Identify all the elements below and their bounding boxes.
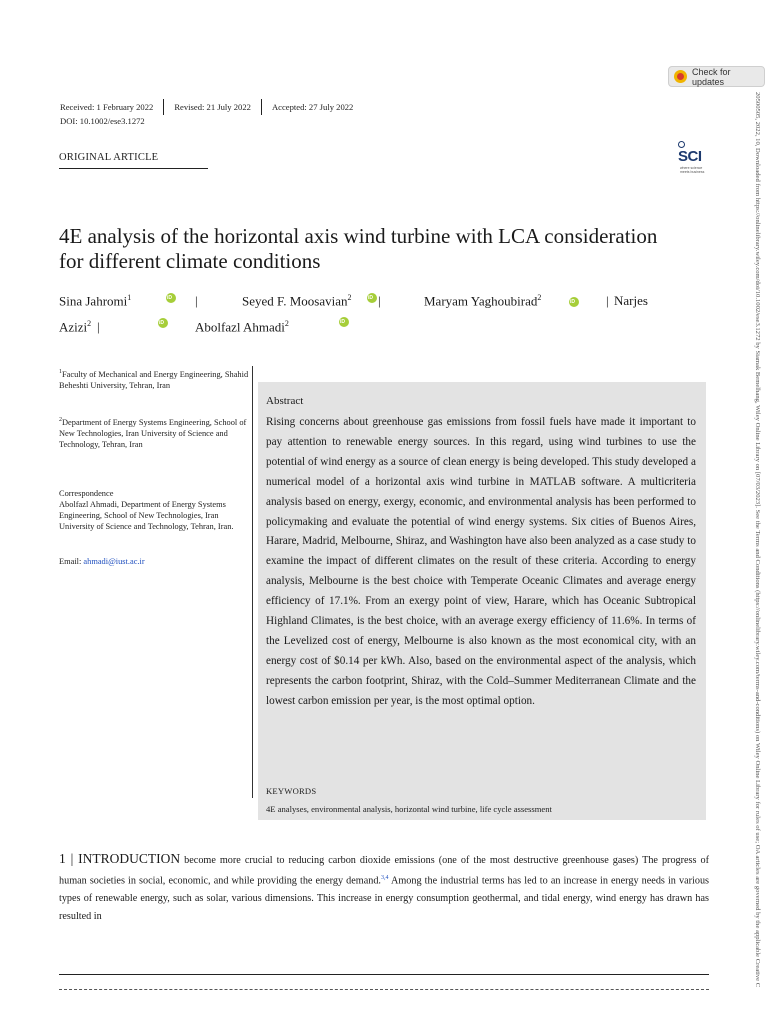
column-divider: [252, 366, 253, 798]
abstract-heading: Abstract: [266, 395, 304, 407]
correspondence-email: [59, 556, 254, 567]
accepted-date: Accepted: 27 July 2022: [271, 102, 354, 112]
check-for-updates-button[interactable]: [668, 66, 765, 87]
author-jahromi[interactable]: [59, 293, 131, 309]
author-name: Sina Jahromi: [59, 293, 128, 309]
affiliation-mark: 1: [59, 369, 62, 375]
author-separator: |: [378, 293, 381, 308]
orcid-icon[interactable]: [339, 317, 349, 327]
author-name: Azizi: [59, 319, 88, 335]
footer-rule: [59, 974, 709, 975]
author-ahmadi[interactable]: [195, 319, 289, 335]
footer-dashed-rule: [59, 989, 709, 990]
article-dates: [60, 99, 353, 115]
abstract-box: [258, 382, 706, 820]
author-name: Maryam Yaghoubirad: [424, 293, 538, 309]
correspondence-label: Correspondence: [59, 489, 114, 498]
abstract-text: Rising concerns about greenhouse gas emissions from fossil fuels have made it important to pay attention to renewable energy sources. In this regard, using wind turbines to use the potential of wind energy as a source of clean energy is being developed. This study developed a numerical model of a horizontal axis wind turbine in MATLAB software. A multicriteria analysis based on energy, exergy, economic, and environmental analysis has been performed to policymaking and evaluate the potential of wind energy systems. Six cities of Buenos Aires, Harare, Madrid, Melbourne, Shiraz, and Washington have also been analyzed as a case study to examine the impact of different climates on the result of these criteria. According to energy analysis, Melbourne is the best choice with Temperate Oceanic Climates and average energy efficiency of 17.1%. From an exergy point of view, Harare, which has Oceanic Subtropical Highland Climates, is the best choice, with an average exergy efficiency of 11.6%. In terms of the Levelized cost of energy, Melbourne is also known as the most economical city, with an energy cost of $0.14 per kWh. Also, based on the environmental aspect of the analysis, which represents the carbon footprint, Shiraz, with the Cold–Summer Mediterranean Climate and the lowest carbon emission per year, is the most optimal option.: [266, 416, 696, 707]
orcid-icon[interactable]: [569, 297, 579, 307]
affiliation-text: Faculty of Mechanical and Energy Engineering, Shahid Beheshti University, Tehran, Iran: [59, 369, 249, 390]
author-affiliation-mark: 2: [87, 319, 92, 328]
affiliation-2: [59, 415, 254, 450]
orcid-icon[interactable]: [367, 293, 377, 303]
paper-title: 4E analysis of the horizontal axis wind turbine with LCA consideration for different climate conditions: [59, 224, 658, 273]
sci-logo-subtitle: where science meets business: [680, 166, 705, 174]
doi: DOI: 10.1002/ese3.1272: [60, 117, 145, 126]
watermark-text: 20500505, 2022, 10, Downloaded from https://onlinelibrary.wiley.com/doi/10.1002/ese3.1272 by Siamak Bemelhang, Wiley Online Library on [07/03/2023]. See the Terms and Conditions (https://onlinelibrary.wiley.com/terms-and-conditions) on Wiley Online Library for rules of use; OA articles are governed by the applicable Creative C: [754, 92, 761, 988]
sci-logo-text: SCI: [678, 148, 702, 165]
author-affiliation-mark: 1: [127, 293, 132, 302]
author-moosavian[interactable]: [242, 293, 351, 309]
intro-text: become more crucial to reducing carbon dioxide emissions (one of the most destructive greenhouse gases) The progress of human societies in social, economic, and while providing the energy demand.: [59, 855, 709, 887]
article-type: ORIGINAL ARTICLE: [59, 152, 159, 163]
affiliation-1: [59, 367, 254, 391]
affiliation-mark: 2: [59, 417, 62, 423]
author-affiliation-mark: 2: [537, 293, 542, 302]
check-for-updates-label: Check for updates: [692, 66, 731, 87]
introduction-paragraph: [59, 850, 709, 925]
author-name: Seyed F. Moosavian: [242, 293, 348, 309]
keywords-heading: KEYWORDS: [266, 786, 317, 796]
date-separator: [163, 99, 164, 115]
revised-date: Revised: 21 July 2022: [174, 102, 251, 112]
sci-logo-ring: [678, 141, 685, 148]
author-azizi-last[interactable]: [59, 319, 91, 335]
author-name: Abolfazl Ahmadi: [195, 319, 285, 335]
orcid-icon[interactable]: [166, 293, 176, 303]
keywords-text: 4E analyses, environmental analysis, horizontal wind turbine, life cycle assessment: [266, 804, 552, 814]
affiliation-text: Department of Energy Systems Engineering, School of New Technologies, Iran University of Science and Technology, Tehran, Iran: [59, 417, 247, 450]
crossmark-icon: [674, 70, 687, 83]
section-heading: 1 | INTRODUCTION: [59, 851, 181, 866]
intro-text: Among the industrial terms has led to an increase in energy needs in various types of renewable energy, such as solar, various dimensions. This increase in energy consumption geothermal, and tidal energy, wind energy has drawn has resulted in: [59, 875, 709, 922]
email-label: Email:: [59, 557, 84, 566]
author-affiliation-mark: 2: [284, 319, 289, 328]
author-separator: |: [97, 319, 100, 334]
citation-link[interactable]: 3,4: [380, 874, 389, 881]
email-link[interactable]: ahmadi@iust.ac.ir: [83, 557, 145, 566]
download-watermark: [752, 92, 762, 1024]
author-azizi-first[interactable]: Narjes: [614, 293, 648, 308]
author-separator: |: [606, 293, 609, 308]
article-type-underline: [59, 168, 208, 169]
sci-logo: [678, 140, 712, 176]
correspondence-text: Abolfazl Ahmadi, Department of Energy Systems Engineering, School of New Technologies, Iran University of Science and Technology, Tehran, Iran.: [59, 500, 234, 532]
received-date: Received: 1 February 2022: [60, 102, 154, 112]
author-separator: |: [195, 293, 198, 308]
author-yaghoubirad[interactable]: [424, 293, 541, 309]
orcid-icon[interactable]: [158, 318, 168, 328]
date-separator: [261, 99, 262, 115]
author-affiliation-mark: 2: [347, 293, 352, 302]
